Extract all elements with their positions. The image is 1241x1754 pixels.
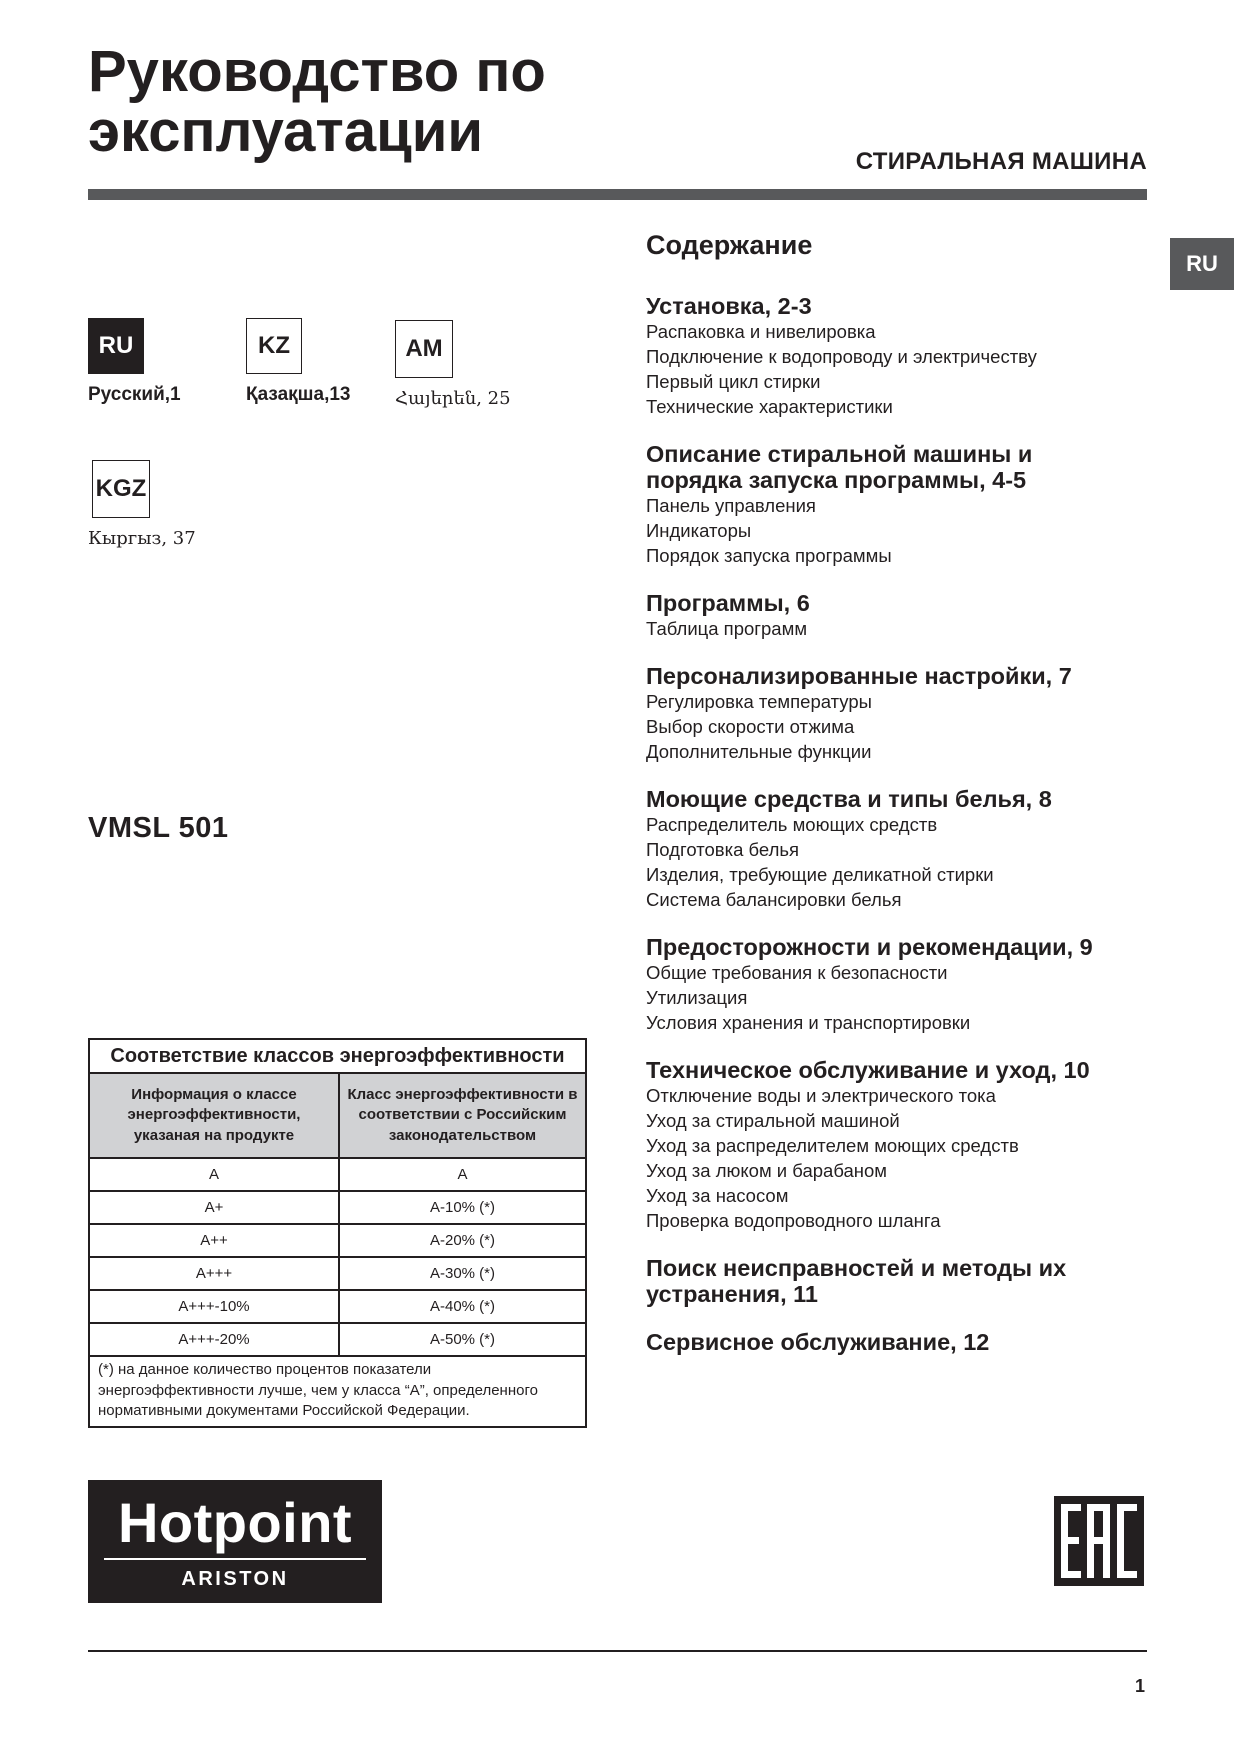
- toc-section-detergents: [646, 786, 1186, 912]
- table-row: [90, 1323, 585, 1356]
- language-label-am: Հայերեն, 25: [395, 388, 511, 409]
- toc-item: Уход за распределителем моющих средств: [646, 1135, 1019, 1156]
- table-row: [90, 1191, 585, 1224]
- toc-section-description: [646, 441, 1186, 568]
- toc-item: Отключение воды и электрического тока: [646, 1085, 996, 1106]
- energy-col1-header: Информация о классе энергоэффективности, указаная на продукте: [90, 1074, 339, 1158]
- toc-item: Панель управления: [646, 495, 816, 516]
- title-line-1: Руководство по: [88, 39, 546, 104]
- toc-item: Дополнительные функции: [646, 741, 872, 762]
- language-kz: [246, 318, 350, 406]
- toc-item: Подготовка белья: [646, 839, 800, 860]
- energy-table-footnote: (*) на данное количество процентов показатели энергоэффективности лучше, чем у класса “A”, определенного нормативными документами Российской Федерации.: [98, 1361, 538, 1419]
- toc-section-title: Сервисное обслуживание, 12: [646, 1329, 990, 1355]
- toc-section-programs: [646, 590, 1186, 641]
- toc-item: Подключение к водопроводу и электричеству: [646, 346, 1037, 367]
- energy-russian-class: A-50% (*): [339, 1323, 585, 1356]
- toc-section-service: [646, 1329, 1186, 1355]
- language-side-tab: RU: [1170, 238, 1234, 290]
- energy-russian-class: A-30% (*): [339, 1257, 585, 1290]
- toc-item: Утилизация: [646, 987, 748, 1008]
- table-of-contents: [646, 230, 1186, 1377]
- language-code-ru: RU: [88, 318, 144, 374]
- toc-section-precautions: [646, 934, 1186, 1035]
- language-label-kz: Қазақша,13: [246, 384, 351, 405]
- toc-item: Система балансировки белья: [646, 889, 902, 910]
- toc-item: Распаковка и нивелировка: [646, 321, 876, 342]
- toc-section-title-line-2: устранения, 11: [646, 1281, 819, 1307]
- toc-item: Таблица программ: [646, 618, 808, 639]
- toc-item: Выбор скорости отжима: [646, 716, 855, 737]
- page-number: 1: [1134, 1676, 1145, 1696]
- language-code-am: AM: [395, 320, 453, 378]
- toc-item: Условия хранения и транспортировки: [646, 1012, 971, 1033]
- hotpoint-ariston-logo: [88, 1480, 382, 1603]
- toc-section-title: Программы, 6: [646, 590, 810, 616]
- energy-class-table: [88, 1038, 587, 1428]
- table-row: [90, 1224, 585, 1257]
- toc-item: Проверка водопроводного шланга: [646, 1210, 941, 1231]
- language-ru: [88, 318, 181, 406]
- energy-russian-class: A-20% (*): [339, 1224, 585, 1257]
- document-title: [88, 39, 546, 164]
- toc-item: Общие требования к безопасности: [646, 962, 948, 983]
- toc-item: Первый цикл стирки: [646, 371, 821, 392]
- energy-table-grid: [90, 1074, 585, 1357]
- table-row: [90, 1257, 585, 1290]
- toc-item: Уход за насосом: [646, 1185, 789, 1206]
- language-code-kgz: KGZ: [92, 460, 150, 518]
- logo-wordmark: Hotpoint: [117, 1491, 353, 1554]
- language-label-kgz: Кыргыз, 37: [88, 528, 196, 549]
- toc-item: Индикаторы: [646, 520, 752, 541]
- toc-section-settings: [646, 663, 1186, 764]
- energy-russian-class: A-40% (*): [339, 1290, 585, 1323]
- model-number: VMSL 501: [88, 812, 229, 844]
- energy-product-class: A++: [90, 1224, 339, 1257]
- toc-section-title: [646, 1255, 1186, 1307]
- logo-divider: [104, 1558, 366, 1560]
- toc-item: Регулировка температуры: [646, 691, 872, 712]
- toc-item: Порядок запуска программы: [646, 545, 892, 566]
- language-kgz: [88, 460, 196, 549]
- toc-item: Уход за люком и барабаном: [646, 1160, 888, 1181]
- header-divider: [88, 189, 1147, 200]
- toc-section-title-line-2: порядка запуска программы, 4-5: [646, 467, 1027, 493]
- title-line-2: эксплуатации: [88, 99, 484, 164]
- energy-product-class: A+: [90, 1191, 339, 1224]
- toc-item: Изделия, требующие деликатной стирки: [646, 864, 994, 885]
- energy-russian-class: A: [339, 1158, 585, 1191]
- toc-section-title: Техническое обслуживание и уход, 10: [646, 1057, 1090, 1083]
- eac-certification-icon: [1054, 1496, 1144, 1586]
- energy-table-title: Соответствие классов энергоэффективности: [90, 1040, 585, 1074]
- energy-product-class: A+++: [90, 1257, 339, 1290]
- document-type: СТИРАЛЬНАЯ МАШИНА: [855, 148, 1147, 175]
- toc-section-title: Предосторожности и рекомендации, 9: [646, 934, 1093, 960]
- toc-section-title-line-1: Описание стиральной машины и: [646, 441, 1033, 467]
- energy-product-class: A: [90, 1158, 339, 1191]
- table-row: [90, 1290, 585, 1323]
- toc-section-title: Персонализированные настройки, 7: [646, 663, 1072, 689]
- language-label-ru: Русский,1: [88, 384, 181, 405]
- toc-item: Уход за стиральной машиной: [646, 1110, 900, 1131]
- energy-russian-class: A-10% (*): [339, 1191, 585, 1224]
- energy-col2-header: Класс энергоэффективности в соответствии с Российским законодательством: [339, 1074, 585, 1158]
- toc-section-installation: [646, 293, 1186, 419]
- toc-section-title: [646, 441, 1186, 493]
- toc-item: Технические характеристики: [646, 396, 893, 417]
- energy-product-class: A+++-20%: [90, 1323, 339, 1356]
- toc-section-troubleshooting: [646, 1255, 1186, 1307]
- toc-item: Распределитель моющих средств: [646, 814, 938, 835]
- footer-divider: [88, 1650, 1147, 1652]
- contents-heading: Содержание: [646, 230, 813, 260]
- energy-product-class: A+++-10%: [90, 1290, 339, 1323]
- toc-section-title: Установка, 2-3: [646, 293, 812, 319]
- table-row: [90, 1158, 585, 1191]
- toc-section-maintenance: [646, 1057, 1186, 1233]
- toc-section-title-line-1: Поиск неисправностей и методы их: [646, 1255, 1067, 1281]
- logo-subbrand: ARISTON: [181, 1568, 289, 1590]
- language-code-kz: KZ: [246, 318, 302, 374]
- toc-section-title: Моющие средства и типы белья, 8: [646, 786, 1052, 812]
- language-am: [395, 320, 511, 409]
